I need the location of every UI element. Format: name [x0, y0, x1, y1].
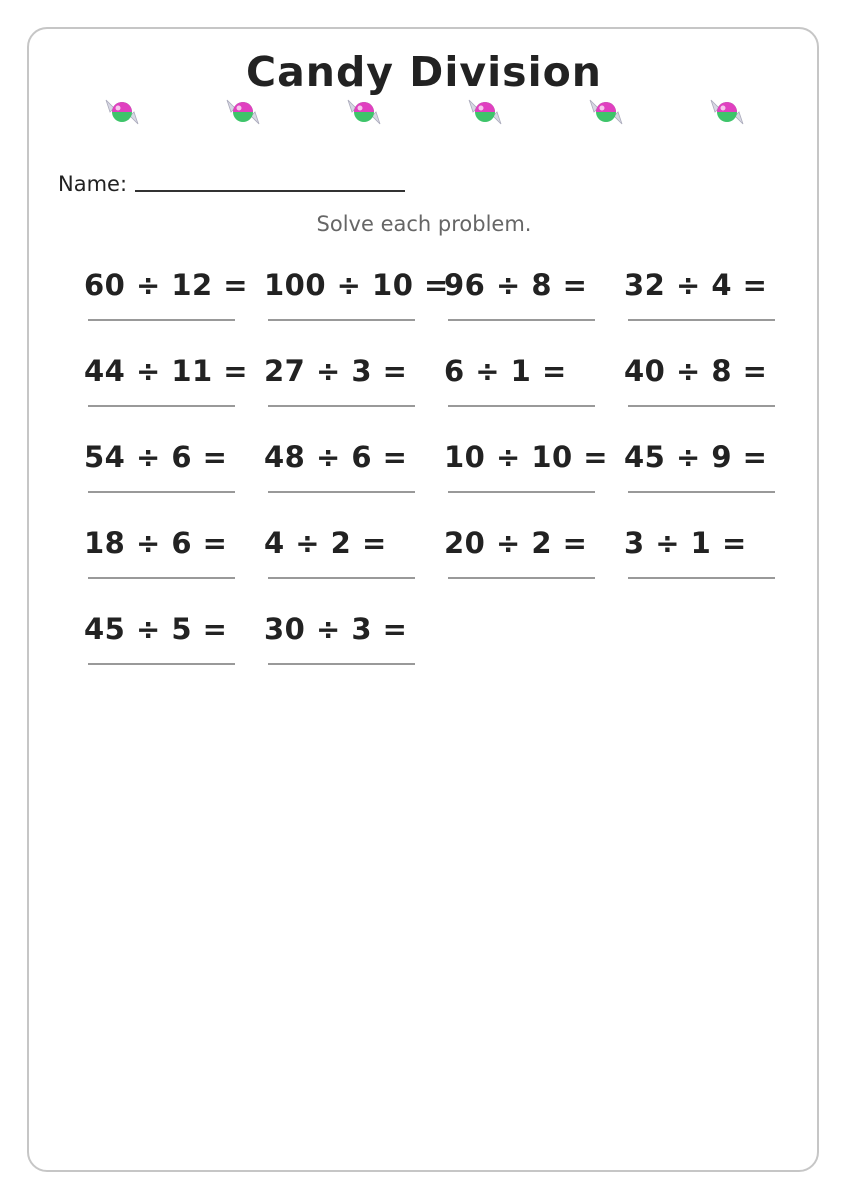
- answer-line[interactable]: [628, 577, 775, 579]
- problem-expression: 27 ÷ 3 =: [264, 354, 408, 388]
- answer-line[interactable]: [268, 319, 415, 321]
- candy-icon: [342, 94, 386, 130]
- name-label: Name:: [58, 172, 128, 196]
- division-problem: [264, 612, 444, 672]
- answer-line[interactable]: [448, 319, 595, 321]
- division-problem: [624, 354, 804, 414]
- division-problem: [624, 526, 804, 586]
- answer-line[interactable]: [268, 577, 415, 579]
- problem-expression: 30 ÷ 3 =: [264, 612, 408, 646]
- answer-line[interactable]: [628, 491, 775, 493]
- division-problem: [84, 526, 264, 586]
- division-problem: [84, 440, 264, 500]
- answer-line[interactable]: [628, 405, 775, 407]
- answer-line[interactable]: [448, 405, 595, 407]
- answer-line[interactable]: [88, 319, 235, 321]
- answer-line[interactable]: [88, 577, 235, 579]
- answer-line[interactable]: [268, 405, 415, 407]
- division-problem: [444, 526, 624, 586]
- problem-expression: 96 ÷ 8 =: [444, 268, 588, 302]
- problem-expression: 45 ÷ 5 =: [84, 612, 228, 646]
- division-problem: [264, 354, 444, 414]
- problem-expression: 10 ÷ 10 =: [444, 440, 609, 474]
- problem-expression: 4 ÷ 2 =: [264, 526, 387, 560]
- problem-expression: 18 ÷ 6 =: [84, 526, 228, 560]
- division-problem: [84, 268, 264, 328]
- problem-expression: 44 ÷ 11 =: [84, 354, 249, 388]
- answer-line[interactable]: [268, 491, 415, 493]
- answer-line[interactable]: [88, 405, 235, 407]
- division-problem: [264, 268, 449, 328]
- division-problem: [84, 354, 264, 414]
- candy-icon: [463, 94, 507, 130]
- division-problem: [444, 268, 624, 328]
- problem-expression: 100 ÷ 10 =: [264, 268, 449, 302]
- division-problem: [624, 268, 804, 328]
- candy-icon: [705, 94, 749, 130]
- page-border: [27, 27, 819, 1172]
- answer-line[interactable]: [628, 319, 775, 321]
- candy-icon: [100, 94, 144, 130]
- answer-line[interactable]: [88, 491, 235, 493]
- problem-expression: 40 ÷ 8 =: [624, 354, 768, 388]
- candy-icon: [584, 94, 628, 130]
- answer-line[interactable]: [88, 663, 235, 665]
- name-underline[interactable]: [135, 190, 405, 192]
- problem-expression: 48 ÷ 6 =: [264, 440, 408, 474]
- name-field[interactable]: [58, 172, 405, 196]
- problem-expression: 6 ÷ 1 =: [444, 354, 567, 388]
- problem-expression: 54 ÷ 6 =: [84, 440, 228, 474]
- answer-line[interactable]: [448, 491, 595, 493]
- division-problem: [264, 440, 444, 500]
- problem-expression: 45 ÷ 9 =: [624, 440, 768, 474]
- worksheet-title: Candy Division: [246, 48, 602, 96]
- candy-icon: [221, 94, 265, 130]
- problem-expression: 3 ÷ 1 =: [624, 526, 747, 560]
- division-problem: [444, 354, 624, 414]
- division-problem: [264, 526, 444, 586]
- problem-expression: 60 ÷ 12 =: [84, 268, 249, 302]
- division-problem: [84, 612, 264, 672]
- problem-expression: 32 ÷ 4 =: [624, 268, 768, 302]
- answer-line[interactable]: [448, 577, 595, 579]
- problem-expression: 20 ÷ 2 =: [444, 526, 588, 560]
- division-problem: [624, 440, 804, 500]
- division-problem: [444, 440, 624, 500]
- instructions: Solve each problem.: [316, 212, 532, 236]
- answer-line[interactable]: [268, 663, 415, 665]
